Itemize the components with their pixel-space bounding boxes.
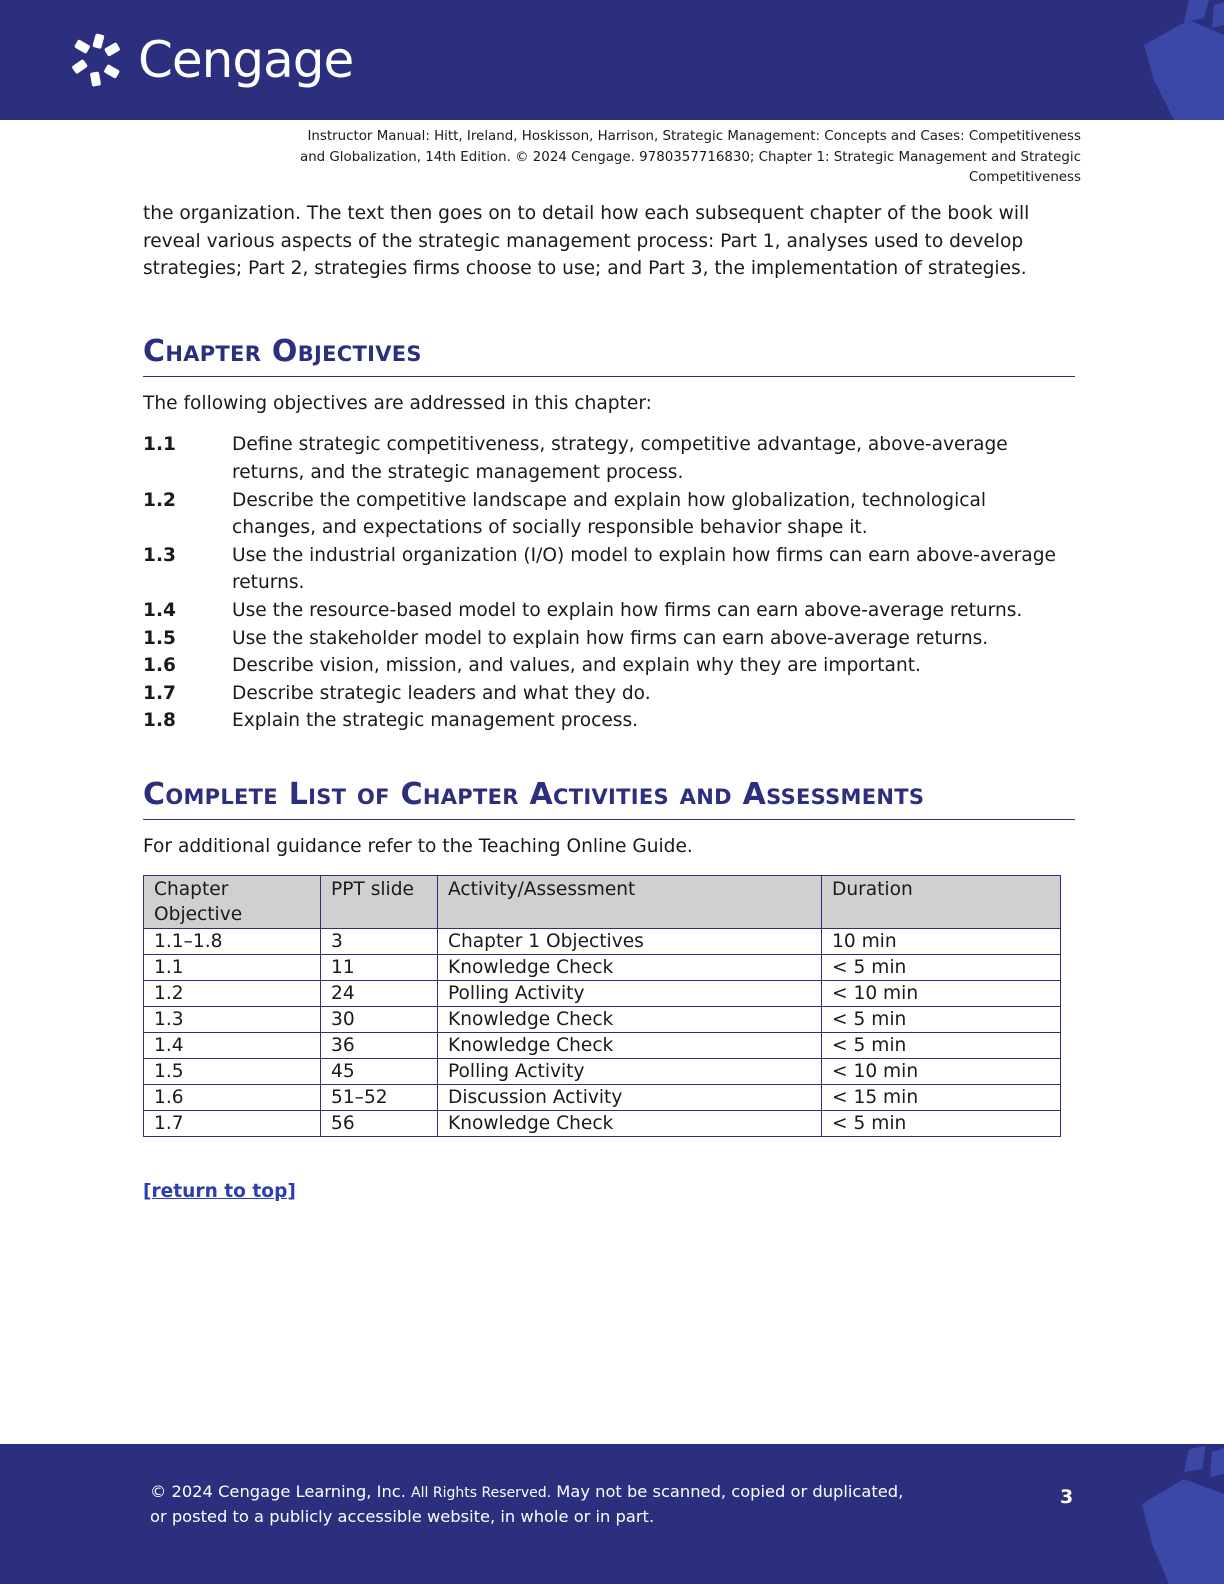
objective-number: 1.5 (143, 627, 176, 649)
table-cell: 10 min (822, 928, 1061, 954)
objective-text: Use the resource-based model to explain how firms can earn above-average returns. (232, 599, 1023, 621)
table-row (144, 980, 1061, 1006)
objective-item (143, 707, 1075, 735)
table-cell: 1.6 (144, 1084, 321, 1110)
table-cell: < 5 min (822, 1006, 1061, 1032)
objective-text: Describe vision, mission, and values, and explain why they are important. (232, 655, 921, 677)
activities-intro: For additional guidance refer to the Teaching Online Guide. (143, 835, 693, 857)
column-header: Duration (822, 875, 1061, 928)
objective-number: 1.3 (143, 544, 176, 566)
table-row (144, 1032, 1061, 1058)
intro-paragraph: the organization. The text then goes on to detail how each subsequent chapter of the book will reveal various aspects of the strategic management process: Part 1, analyses used to develop strategies; Part 2, strategies firms choose to use; and Part 3, the implementation of strategies. (143, 203, 1030, 280)
table-cell: 1.5 (144, 1058, 321, 1084)
table-cell: < 15 min (822, 1084, 1061, 1110)
header-bar (0, 0, 1224, 120)
objective-item (143, 597, 1075, 625)
table-cell: < 10 min (822, 1058, 1061, 1084)
table-header-row (144, 875, 1061, 928)
objective-item (143, 542, 1075, 597)
objectives-list (143, 431, 1075, 735)
column-header: Activity/Assessment (438, 875, 822, 928)
objective-item (143, 680, 1075, 708)
table-cell: 36 (321, 1032, 438, 1058)
citation-line: Instructor Manual: Hitt, Ireland, Hoskisson, Harrison, Strategic Management: Concepts and Cases: Competitiveness (307, 129, 1081, 144)
table-cell: 1.3 (144, 1006, 321, 1032)
objectives-intro: The following objectives are addressed in this chapter: (143, 392, 652, 414)
table-cell: Knowledge Check (438, 1006, 822, 1032)
table-row (144, 1058, 1061, 1084)
table-row (144, 1110, 1061, 1136)
copyright-restriction-text: May not be scanned, copied or duplicated, or posted to a publicly accessible website, in whole or in part. (150, 1482, 904, 1526)
objective-item (143, 625, 1075, 653)
objective-item (143, 431, 1075, 486)
objective-item (143, 487, 1075, 542)
table-cell: Discussion Activity (438, 1084, 822, 1110)
table-cell: 1.1 (144, 954, 321, 980)
table-cell: 3 (321, 928, 438, 954)
cengage-logo-icon (68, 30, 128, 90)
main-content (143, 200, 1075, 1202)
copyright-text: © 2024 Cengage Learning, Inc. (150, 1482, 406, 1501)
table-row (144, 954, 1061, 980)
activities-heading: Complete List of Chapter Activities and Assessments (143, 775, 1075, 820)
activities-table (143, 875, 1061, 1137)
table-cell: 24 (321, 980, 438, 1006)
document-citation (161, 127, 1081, 189)
table-cell: 1.1–1.8 (144, 928, 321, 954)
table-cell: Knowledge Check (438, 1032, 822, 1058)
table-cell: Knowledge Check (438, 954, 822, 980)
objective-number: 1.4 (143, 599, 176, 621)
footer-corner-decoration (1134, 1444, 1224, 1584)
objective-number: 1.1 (143, 434, 176, 456)
objective-number: 1.7 (143, 682, 176, 704)
table-cell: 45 (321, 1058, 438, 1084)
table-cell: < 5 min (822, 1110, 1061, 1136)
chapter-objectives-heading: Chapter Objectives (143, 332, 1075, 377)
column-header: Chapter Objective (144, 875, 321, 928)
objective-text: Use the stakeholder model to explain how firms can earn above-average returns. (232, 627, 989, 649)
objective-text: Describe the competitive landscape and explain how globalization, technological changes, and expectations of socially responsible behavior shape it. (232, 489, 987, 539)
table-cell: < 10 min (822, 980, 1061, 1006)
copyright-notice (150, 1480, 910, 1528)
objective-text: Explain the strategic management process. (232, 710, 639, 732)
table-cell: Chapter 1 Objectives (438, 928, 822, 954)
objective-item (143, 652, 1075, 680)
objective-number: 1.8 (143, 710, 176, 732)
objective-text: Define strategic competitiveness, strategy, competitive advantage, above-average returns, and the strategic management process. (232, 434, 1008, 483)
table-cell: 56 (321, 1110, 438, 1136)
objective-text: Use the industrial organization (I/O) model to explain how firms can earn above-average returns. (232, 544, 1056, 594)
table-row (144, 928, 1061, 954)
brand-name: Cengage (138, 31, 354, 89)
table-cell: 11 (321, 954, 438, 980)
objective-number: 1.2 (143, 489, 176, 511)
objective-text: Describe strategic leaders and what they do. (232, 682, 651, 704)
cengage-logo[interactable] (68, 30, 353, 90)
page-number: 3 (1060, 1486, 1074, 1508)
return-to-top-link[interactable]: [return to top] (143, 1180, 296, 1202)
table-cell: 1.4 (144, 1032, 321, 1058)
table-cell: Knowledge Check (438, 1110, 822, 1136)
rights-reserved-text: All Rights Reserved. (411, 1485, 552, 1501)
table-cell: < 5 min (822, 1032, 1061, 1058)
table-row (144, 1006, 1061, 1032)
table-row (144, 1084, 1061, 1110)
citation-line: Competitiveness (968, 170, 1081, 185)
column-header: PPT slide (321, 875, 438, 928)
table-cell: 1.7 (144, 1110, 321, 1136)
table-cell: Polling Activity (438, 1058, 822, 1084)
objective-number: 1.6 (143, 655, 176, 677)
table-cell: 51–52 (321, 1084, 438, 1110)
citation-line: and Globalization, 14th Edition. © 2024 Cengage. 9780357716830; Chapter 1: Strategic Management and Strategic (299, 149, 1081, 165)
table-cell: 1.2 (144, 980, 321, 1006)
table-cell: 30 (321, 1006, 438, 1032)
corner-decoration (1134, 0, 1224, 120)
footer-bar (0, 1444, 1224, 1584)
table-cell: Polling Activity (438, 980, 822, 1006)
table-cell: < 5 min (822, 954, 1061, 980)
